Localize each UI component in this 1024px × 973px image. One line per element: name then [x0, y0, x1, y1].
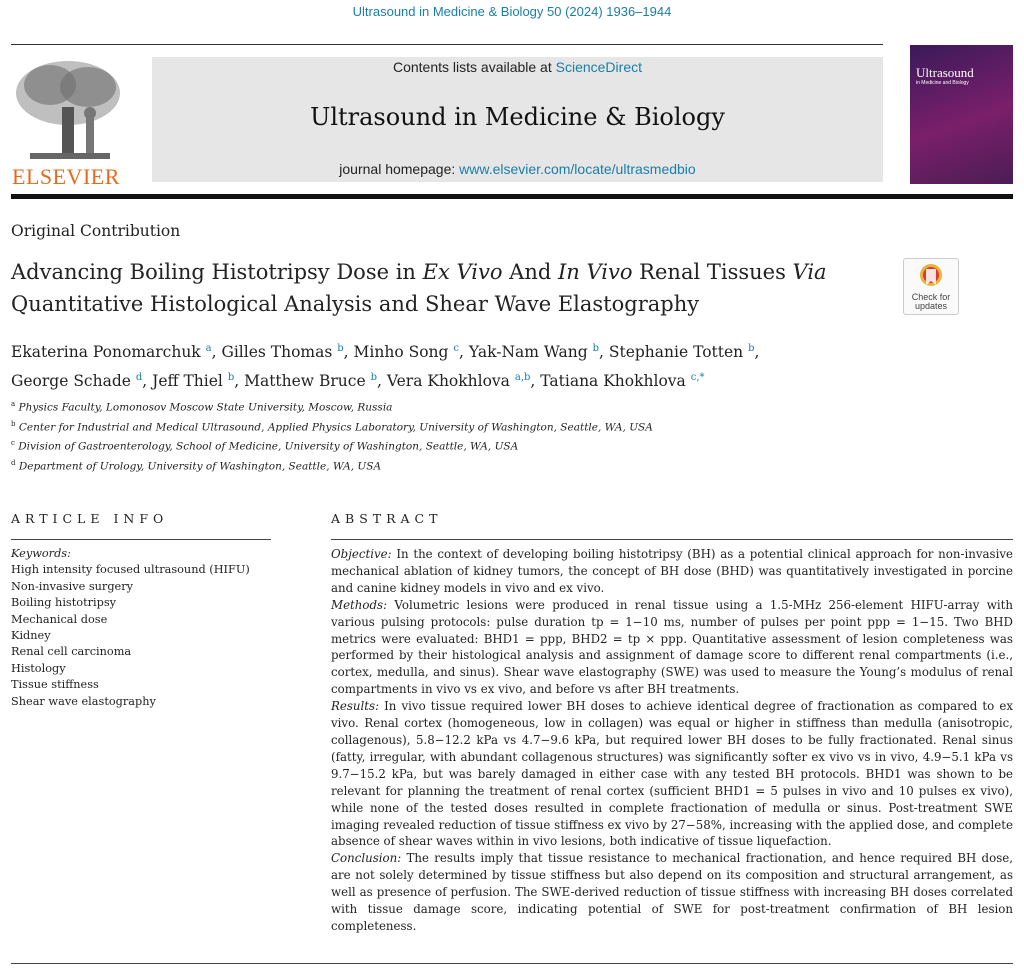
affiliation: $^d$ Department of Urology, University of Washington, Seattle, WA, USA	[11, 459, 382, 473]
author[interactable]: Jeff Thiel $^b$	[152, 372, 235, 391]
title-part: Advancing Boiling Histotripsy Dose in	[11, 260, 423, 284]
publisher-name: ELSEVIER	[12, 164, 120, 189]
author[interactable]: Minho Song $^c$	[353, 343, 459, 362]
bookmark-ribbon-icon	[918, 263, 944, 291]
author[interactable]: Ekaterina Ponomarchuk $^a$	[11, 343, 212, 362]
homepage-prefix: journal homepage:	[339, 161, 460, 177]
title-part: Quantitative Histological Analysis and Shear Wave Elastography	[11, 292, 700, 316]
author[interactable]: Vera Khokhlova $^{a,b}$	[386, 372, 531, 391]
author[interactable]: Stephanie Totten $^b$	[608, 343, 755, 362]
info-rule	[11, 539, 271, 540]
title-part: And	[502, 260, 558, 284]
footer-rule	[11, 963, 1013, 964]
title-part-italic: Via	[792, 260, 827, 284]
journal-citation[interactable]: Ultrasound in Medicine & Biology 50 (2024) 1936–1944	[352, 4, 672, 19]
article-info-heading: ARTICLE INFO	[11, 511, 169, 526]
abstract-results: Results: In vivo tissue required lower BH doses to achieve identical degree of fractionation as compared to ex vivo. Renal cortex (homogeneous, low in collagen) was equal or higher in stiffness than medulla (anisotropic, collagenous), 5.8−12.2 kPa vs 4.7−9.6 kPa, but required lower BH doses to be fully fractionated. Renal sinus (fatty, irregular, with abundant collagenous structures) was significantly softer ex vivo vs in vivo, 4.9−5.1 kPa vs 9.7−15.2 kPa, but was barely damaged in either case with any tested BH protocols. BHD1 was shown to be relevant for planning the treatment of renal cortex (sufficient BHD1 = 5 pulses in vivo and 10 pulses ex vivo), while none of the tested doses resulted in complete fractionation of medulla or sinus. Post-treatment SWE imaging revealed reduction of tissue stiffness ex vivo by 27−58%, increasing with the applied dose, and complete absence of shear waves within in vivo lesions, both indicative of tissue liquefaction.	[331, 699, 1013, 849]
cover-subtitle: in Medicine and Biology	[916, 80, 969, 86]
affiliations	[11, 396, 653, 475]
journal-title: Ultrasound in Medicine & Biology	[310, 103, 725, 131]
affiliation: $^b$ Center for Industrial and Medical Ultrasound, Applied Physics Laboratory, University of Washington, Seattle, WA, USA	[11, 419, 653, 434]
author-list: Ekaterina Ponomarchuk $^a$, Gilles Thomas $^b$, Minho Song $^c$, Yak-Nam Wang $^b$, Stephanie Totten $^b$, George Schade $^d$, Jeff Thiel $^b$, Matthew Bruce $^b$, Vera Khokhlova $^{a,b}$, Tatiana Khokhlova $^{c,*}$	[11, 343, 760, 391]
title-part-italic: Ex Vivo	[422, 260, 503, 284]
journal-masthead	[152, 57, 883, 182]
header-rule	[11, 44, 883, 45]
check-for-updates-button[interactable]	[903, 258, 959, 315]
masthead-rule	[11, 194, 1013, 199]
abstract-rule	[331, 539, 1013, 540]
cover-title: Ultrasound	[916, 65, 974, 80]
keywords-label: Keywords:	[11, 547, 71, 560]
affiliation: $^a$ Physics Faculty, Lomonosov Moscow State University, Moscow, Russia	[11, 400, 393, 414]
abstract-conclusion: Conclusion: The results imply that tissue resistance to mechanical fractionation, and hence required BH dose, are not solely determined by tissue stiffness but also depend on its composition and structural arrangement, as well as presence of perfusion. The SWE-derived reduction of tissue stiffness with increasing BH doses correlated with tissue damage score, indicating potential of SWE for post-treatment confirmation of BH lesion completeness.	[331, 851, 1013, 933]
sciencedirect-link[interactable]: ScienceDirect	[555, 59, 642, 75]
keyword: Mechanical dose	[11, 612, 108, 626]
article-type: Original Contribution	[11, 222, 181, 240]
title-part-italic: In Vivo	[557, 260, 633, 284]
author[interactable]: Tatiana Khokhlova $^{c,*}$	[540, 372, 705, 391]
keyword: Tissue stiffness	[11, 678, 99, 692]
abstract-objective: Objective: In the context of developing boiling histotripsy (BH) as a potential clinical approach for non-invasive mechanical ablation of kidney tumors, the concept of BH dose (BHD) was quantitatively investigated in porcine and canine kidney models in vivo and ex vivo.	[331, 547, 1013, 595]
homepage-link[interactable]: www.elsevier.com/locate/ultrasmedbio	[459, 161, 696, 177]
author[interactable]: Matthew Bruce $^b$	[244, 372, 377, 391]
abstract-body	[331, 546, 1013, 935]
title-part: Renal Tissues	[632, 260, 793, 284]
keyword: Histology	[11, 661, 66, 675]
keyword: Boiling histotripsy	[11, 596, 117, 610]
author[interactable]: Yak-Nam Wang $^b$	[468, 343, 599, 362]
article-title	[11, 256, 891, 320]
keyword: Renal cell carcinoma	[11, 645, 132, 659]
abstract-heading: ABSTRACT	[331, 511, 443, 526]
journal-homepage	[152, 161, 883, 177]
keyword: Kidney	[11, 629, 51, 643]
keyword: Non-invasive surgery	[11, 579, 134, 593]
author[interactable]: Gilles Thomas $^b$	[221, 343, 344, 362]
keywords-list	[11, 546, 250, 710]
journal-cover-image[interactable]	[910, 45, 1013, 184]
contents-available	[152, 57, 883, 77]
check-updates-label: Check for updates	[911, 292, 951, 311]
affiliation: $^c$ Division of Gastroenterology, School of Medicine, University of Washington, Seattle, WA, USA	[11, 439, 519, 453]
keyword: High intensity focused ultrasound (HIFU)	[11, 563, 250, 577]
contents-prefix: Contents lists available at	[392, 59, 556, 75]
abstract-methods: Methods: Volumetric lesions were produced in renal tissue using a 1.5-MHz 256-element HIFU-array with various pulsing protocols: pulse duration tp = 1−10 ms, number of pulses per point ppp = 1−15. Two BHD metrics were evaluated: BHD1 = ppp, BHD2 = tp × ppp. Quantitative assessment of lesion completeness was performed by their histological analysis and assignment of damage score to different renal compartments (i.e., cortex, medulla, and sinus). Shear wave elastography (SWE) was used to measure the Young’s modulus of renal compartments in vivo vs ex vivo, and before vs after BH treatments.	[331, 597, 1013, 697]
author[interactable]: George Schade $^d$	[11, 372, 143, 391]
keyword: Shear wave elastography	[11, 694, 156, 708]
